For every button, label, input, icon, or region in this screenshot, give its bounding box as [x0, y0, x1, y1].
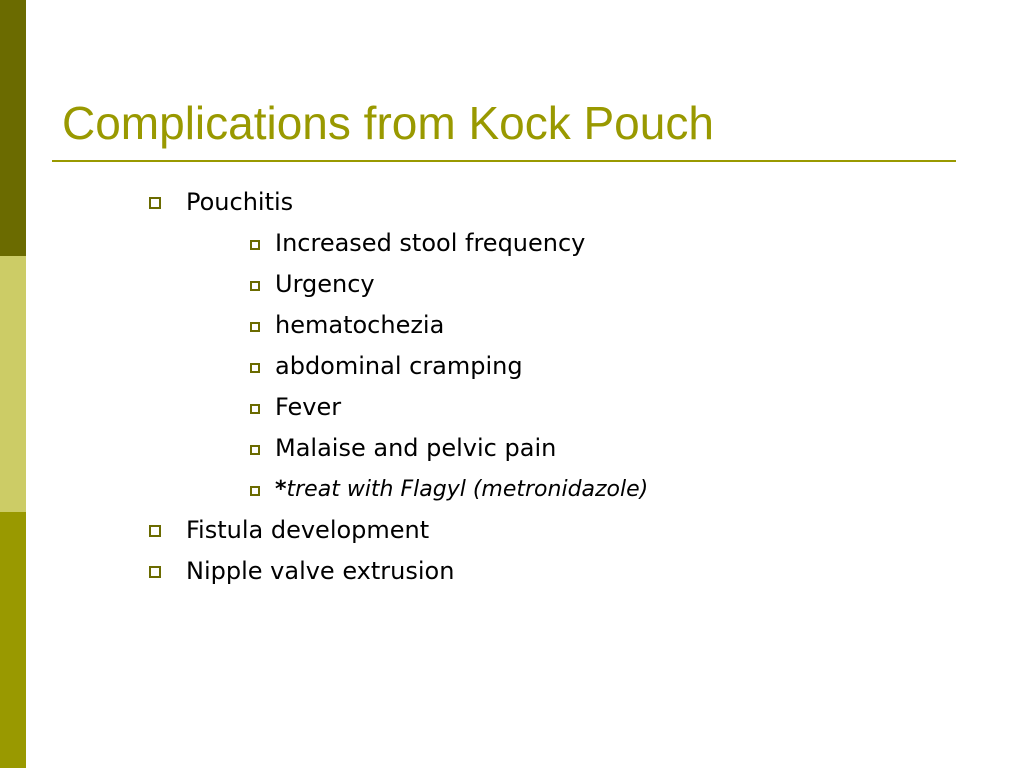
slide-title: Complications from Kock Pouch [62, 97, 714, 149]
hollow-square-bullet-icon [149, 566, 161, 578]
bullet-list [0, 182, 1024, 592]
sub-bullet-text: Increased stool frequency [275, 229, 586, 257]
sub-bullet-item-urgency [0, 264, 1024, 305]
sub-bullet-text: Malaise and pelvic pain [275, 434, 557, 462]
sub-bullet-text: Urgency [275, 270, 375, 298]
hollow-square-bullet-icon [250, 404, 260, 414]
sub-bullet-item-hematochezia [0, 305, 1024, 346]
bullet-text: Nipple valve extrusion [186, 557, 455, 585]
sub-bullet-item-stool-frequency [0, 223, 1024, 264]
asterisk-prefix: * [275, 477, 287, 502]
sub-bullet-item-fever [0, 387, 1024, 428]
hollow-square-bullet-icon [250, 486, 260, 496]
hollow-square-bullet-icon [250, 240, 260, 250]
hollow-square-bullet-icon [149, 525, 161, 537]
hollow-square-bullet-icon [250, 445, 260, 455]
bullet-item-pouchitis [0, 182, 1024, 223]
sub-bullet-text: abdominal cramping [275, 352, 523, 380]
bullet-item-fistula [0, 510, 1024, 551]
sub-bullet-text: Fever [275, 393, 342, 421]
sub-bullet-text: hematochezia [275, 311, 445, 339]
title-divider [52, 160, 956, 162]
bullet-text: Fistula development [186, 516, 430, 544]
hollow-square-bullet-icon [250, 363, 260, 373]
bullet-item-nipple-valve [0, 551, 1024, 592]
treatment-note [275, 469, 648, 510]
sub-bullet-item-abdominal-cramping [0, 346, 1024, 387]
sub-bullet-item-treatment [0, 469, 1024, 510]
hollow-square-bullet-icon [149, 197, 161, 209]
bullet-text: Pouchitis [186, 188, 294, 216]
hollow-square-bullet-icon [250, 322, 260, 332]
hollow-square-bullet-icon [250, 281, 260, 291]
sub-bullet-item-malaise [0, 428, 1024, 469]
treatment-text: treat with Flagyl (metronidazole) [286, 477, 649, 502]
